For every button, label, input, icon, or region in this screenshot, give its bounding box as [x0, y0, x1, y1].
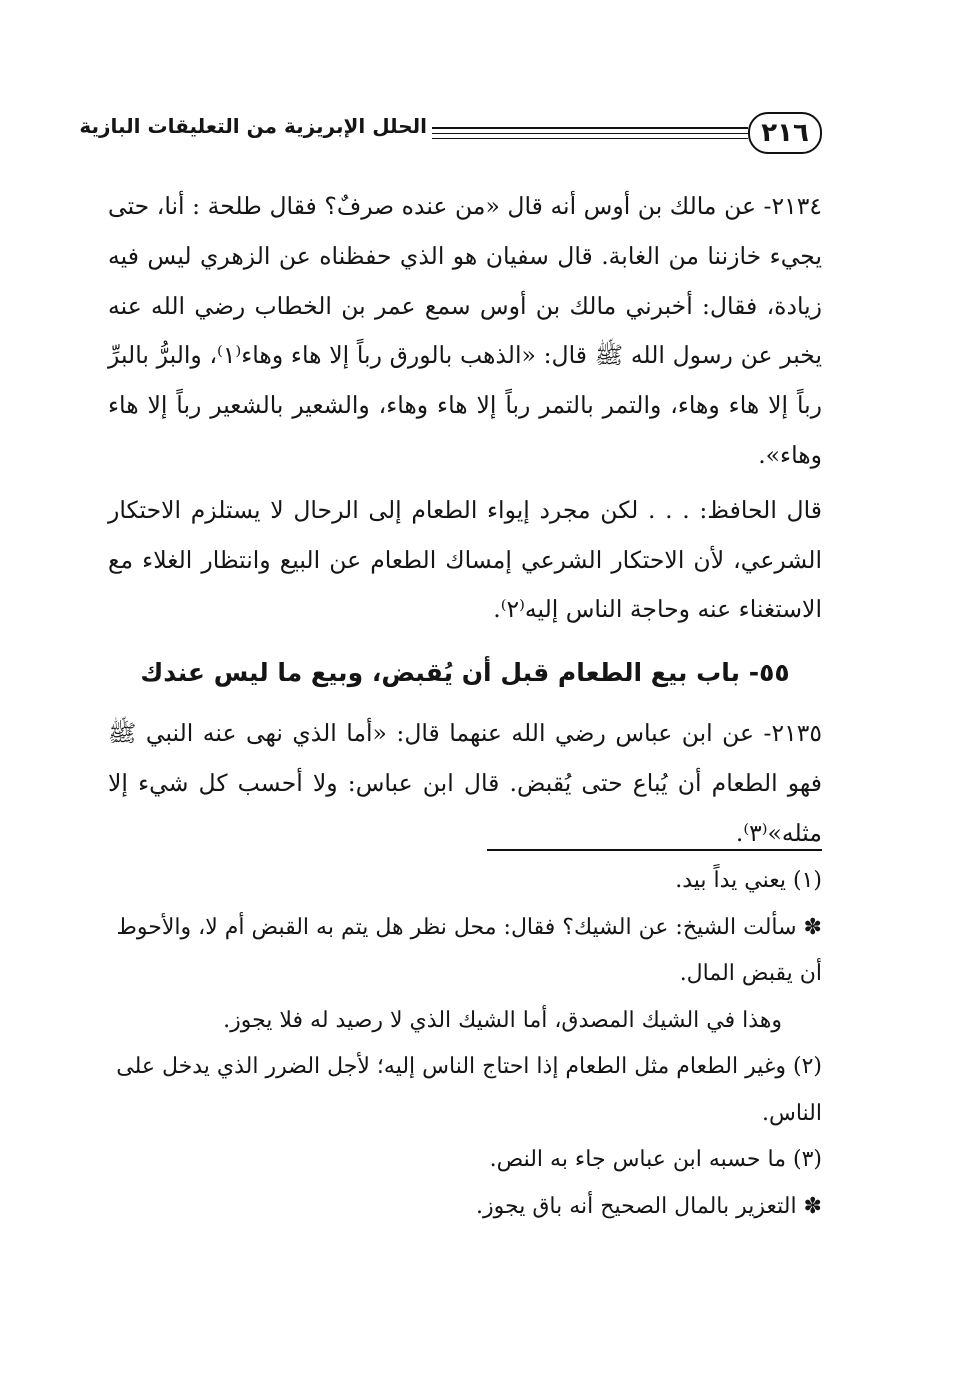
- footnote-note: ✽ سألت الشيخ: عن الشيك؟ فقال: محل نظر هل يتم به القبض أم لا، والأحوط أن يقبض المال.: [116, 914, 822, 986]
- hadith-2134: ٢١٣٤- عن مالك بن أوس أنه قال «من عنده صرفٌ؟ فقال طلحة : أنا، حتى يجيء خازننا من الغابة. قال سفيان هو الذي حفظناه عن الزهري ليس فيه زيادة، فقال: أخبرني مالك بن أوس سمع عمر بن الخطاب رضي الله عنه يخبر عن رسول الله ﷺ قال: «الذهب بالورق رباً إلا هاء وهاء⁽١⁾، والبرُّ بالبرِّ رباً إلا هاء وهاء، والتمر بالتمر رباً إلا هاء وهاء، والشعير بالشعير رباً إلا هاء وهاء».: [108, 192, 822, 469]
- footnote-separator: [487, 849, 822, 851]
- footnote-2: (٢) وغير الطعام مثل الطعام إذا احتاج الناس إليه؛ لأجل الضرر الذي يدخل على الناس.: [116, 1054, 822, 1126]
- chapter-heading: ٥٥- باب بيع الطعام قبل أن يُقبض، وبيع ما ليس عندك: [140, 658, 790, 688]
- footnote-note: وهذا في الشيك المصدق، أما الشيك الذي لا رصيد له فلا يجوز.: [223, 1007, 782, 1033]
- hafiz-commentary: قال الحافظ: . . . لكن مجرد إيواء الطعام إلى الرحال لا يستلزم الاحتكار الشرعي، لأن الاحتكار الشرعي إمساك الطعام عن البيع وانتظار الغلاء مع الاستغناء عنه وحاجة الناس إليه⁽٢⁾.: [108, 495, 822, 624]
- running-title: الحلل الإبريزية من التعليقات البازية: [79, 114, 427, 138]
- hadith-2135: ٢١٣٥- عن ابن عباس رضي الله عنهما قال: «أما الذي نهى عنه النبي ﷺ فهو الطعام أن يُباع حتى يُقبض. قال ابن عباس: ولا أحسب كل شيء إلا مثله»⁽٣⁾.: [108, 719, 822, 847]
- main-text: [108, 182, 822, 859]
- header-rule: [432, 133, 748, 134]
- footnotes: [108, 858, 822, 1230]
- footnote-note: ✽ التعزير بالمال الصحيح أنه باق يجوز.: [476, 1193, 822, 1219]
- footnote-3: (٣) ما حسبه ابن عباس جاء به النص.: [489, 1147, 822, 1172]
- header-rule: [432, 127, 748, 129]
- footnote-1: (١) يعني يداً بيد.: [675, 868, 822, 893]
- page-number: ٢١٦: [748, 112, 822, 154]
- header-rule: [432, 138, 748, 139]
- page-header: [79, 108, 822, 158]
